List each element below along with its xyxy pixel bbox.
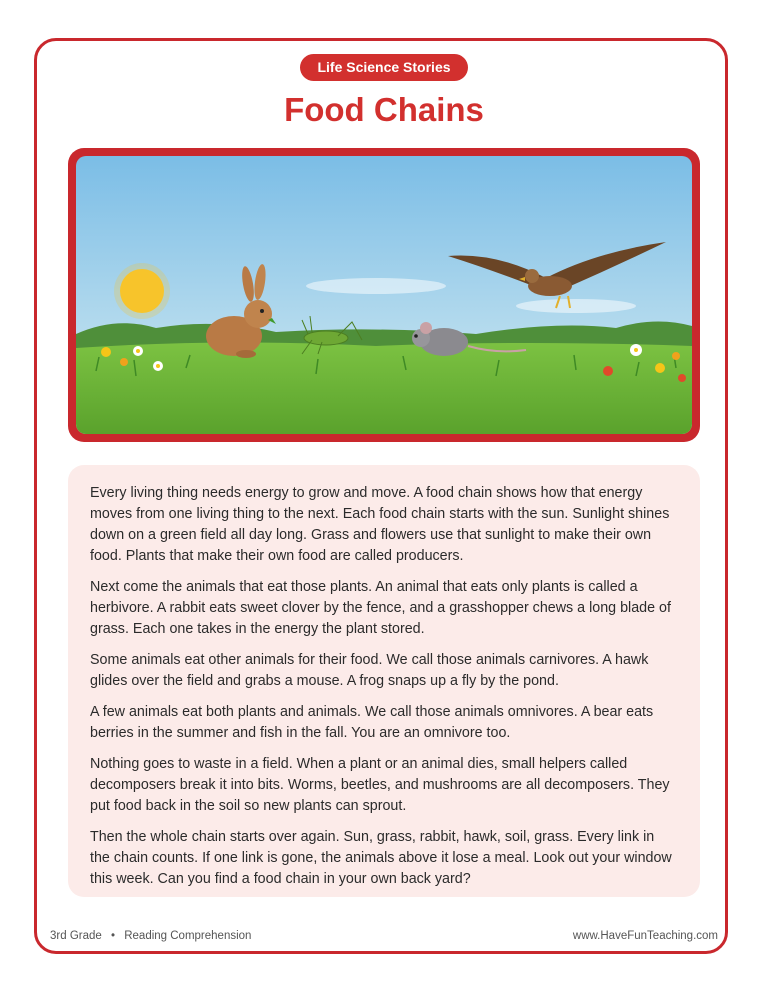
meadow-illustration bbox=[76, 156, 692, 434]
series-badge: Life Science Stories bbox=[300, 54, 468, 81]
story-paragraph: Nothing goes to waste in a field. When a plant or an animal dies, small helpers called decomposers break it into bits. Worms, beetles, and mushrooms are all decomposers. They put food back in the soil so new plants can sprout. bbox=[90, 756, 670, 814]
illustration-frame bbox=[68, 148, 700, 442]
story-text-panel bbox=[68, 465, 700, 897]
story-paragraph: Every living thing needs energy to grow and move. A food chain shows how that energy moves from one living thing to the next. Each food chain starts with the sun. Sunlight shines down on a green field all day long. Grass and flowers use that sunlight to make their own food. Plants that make their own food are called producers. bbox=[90, 485, 670, 564]
page-title: Food Chains bbox=[284, 91, 484, 128]
grade-label: 3rd Grade bbox=[50, 930, 102, 942]
grass-field bbox=[76, 342, 692, 434]
subject-label: Reading Comprehension bbox=[124, 930, 252, 942]
story-paragraph: Some animals eat other animals for their food. We call those animals carnivores. A hawk glides over the field and grabs a mouse. A frog snaps up a fly by the pond. bbox=[90, 652, 649, 689]
footer-site-link[interactable]: www.HaveFunTeaching.com bbox=[572, 930, 718, 942]
story-paragraph: Then the whole chain starts over again. Sun, grass, rabbit, hawk, soil, grass. Every link in the chain counts. If one link is gone, the animals above it lose a meal. Look out your window this week. Can you find a food chain in your own back yard? bbox=[90, 829, 672, 887]
story-paragraph: Next come the animals that eat those plants. An animal that eats only plants is called a herbivore. A rabbit eats sweet clover by the fence, and a grasshopper chews a long blade of grass. Each one takes in the energy the plant stored. bbox=[90, 579, 671, 637]
story-paragraph: A few animals eat both plants and animals. We call those animals omnivores. A bear eats berries in the summer and fish in the fall. You are an omnivore too. bbox=[90, 704, 654, 741]
footer-meta bbox=[50, 930, 251, 942]
separator-dot: • bbox=[110, 930, 116, 942]
